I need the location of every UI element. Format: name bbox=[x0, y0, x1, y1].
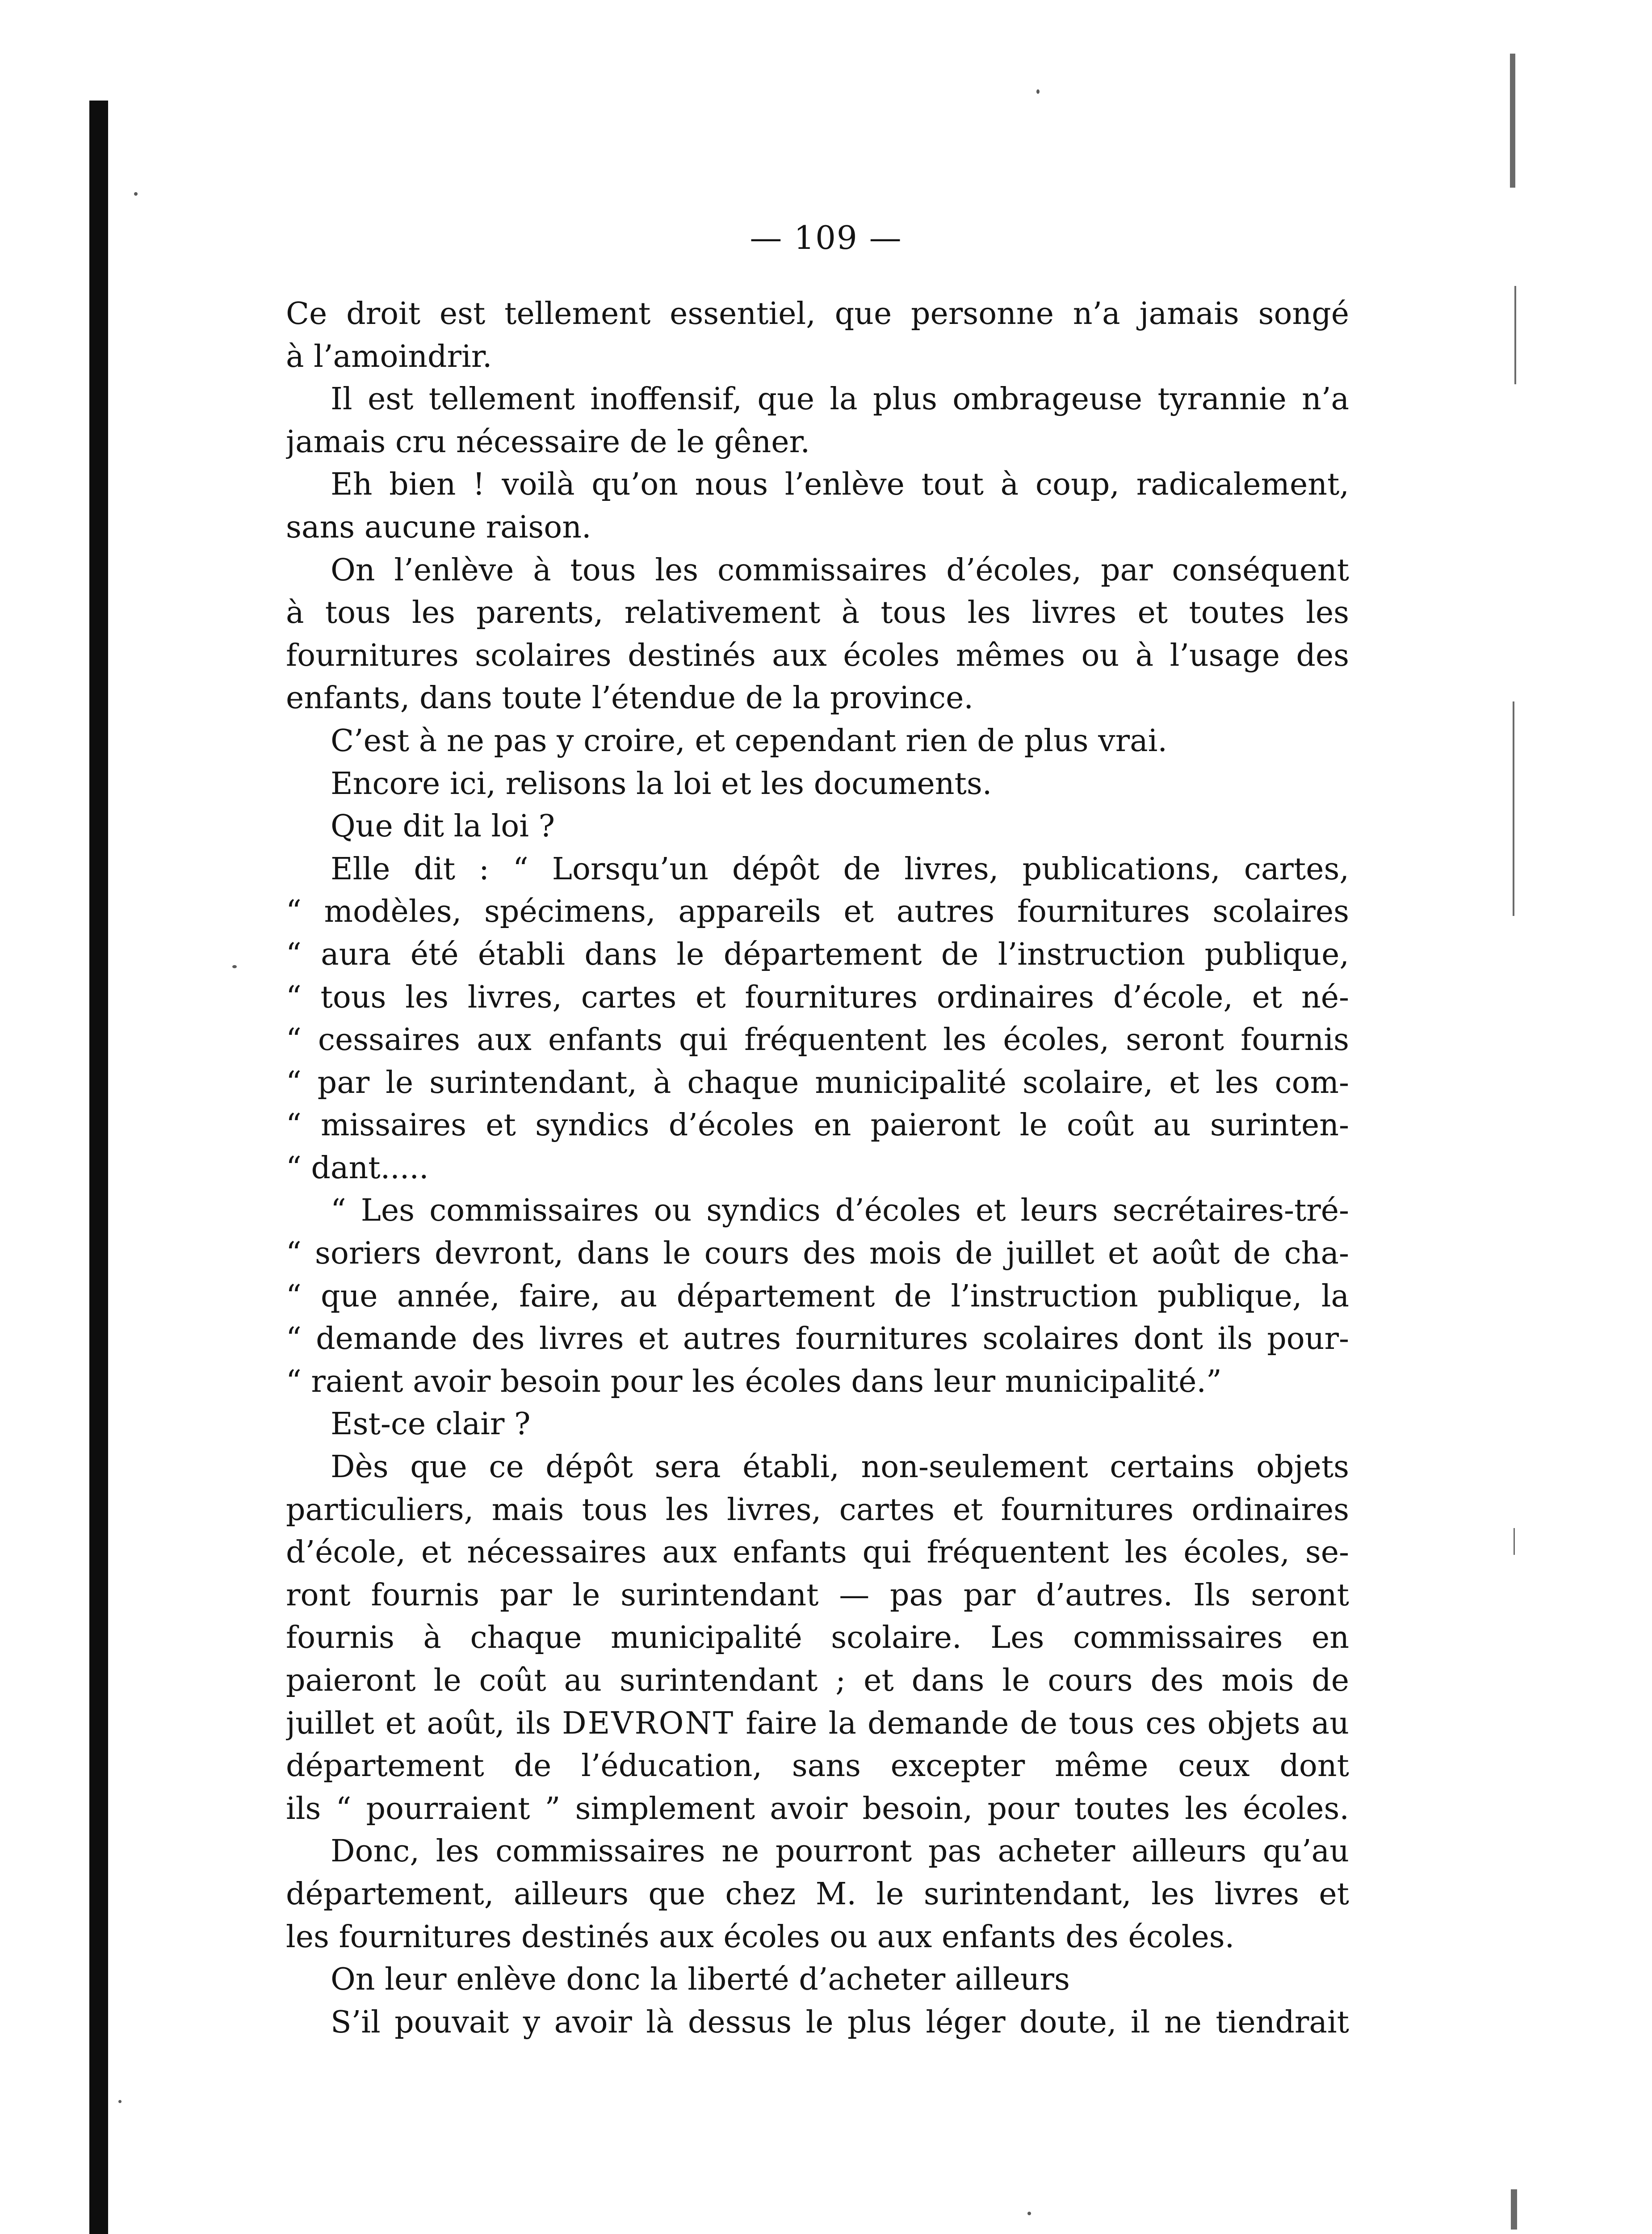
text-line: d’école, et nécessaires aux enfants qui fréquentent les écoles, se- bbox=[286, 1535, 1349, 1571]
text-line: Que dit la loi ? bbox=[331, 809, 555, 844]
emphasis-smallcaps: DEVRONT bbox=[562, 1705, 735, 1741]
text-line: “ que année, faire, au département de l’instruction publique, la bbox=[286, 1278, 1349, 1314]
scan-speck bbox=[134, 192, 138, 196]
text-line: particuliers, mais tous les livres, cartes et fournitures ordinaires bbox=[286, 1492, 1349, 1528]
text-line: sans aucune raison. bbox=[286, 509, 591, 545]
text-line: “ raient avoir besoin pour les écoles dans leur municipalité.” bbox=[286, 1364, 1222, 1399]
text-line: département, ailleurs que chez M. le surintendant, les livres et bbox=[286, 1876, 1349, 1912]
text-line: jamais cru nécessaire de le gêner. bbox=[286, 424, 810, 460]
text-line: Dès que ce dépôt sera établi, non-seulement certains objets bbox=[331, 1449, 1349, 1485]
text-line: enfants, dans toute l’étendue de la province. bbox=[286, 680, 973, 716]
text-line: Il est tellement inoffensif, que la plus ombrageuse tyrannie n’a bbox=[331, 382, 1349, 417]
text-line: paieront le coût au surintendant ; et dans le cours des mois de bbox=[286, 1663, 1349, 1698]
edge-mark bbox=[1511, 2189, 1517, 2230]
text-line: ils “ pourraient ” simplement avoir besoin, pour toutes les écoles. bbox=[286, 1791, 1349, 1827]
text-line: Elle dit : “ Lorsqu’un dépôt de livres, publications, cartes, bbox=[331, 851, 1349, 887]
page-number: — 109 — bbox=[750, 219, 902, 256]
text-line: “ demande des livres et autres fournitures scolaires dont ils pour- bbox=[286, 1321, 1349, 1357]
text-line: Ce droit est tellement essentiel, que personne n’a jamais songé bbox=[286, 296, 1349, 332]
text-line: S’il pouvait y avoir là dessus le plus léger doute, il ne tiendrait bbox=[331, 2004, 1349, 2040]
text-line: ront fournis par le surintendant — pas par d’autres. Ils seront bbox=[286, 1577, 1349, 1613]
text-line: à tous les parents, relativement à tous les livres et toutes les bbox=[286, 595, 1349, 631]
text-line: “ missaires et syndics d’écoles en paieront le coût au surinten- bbox=[286, 1108, 1349, 1143]
text-line: “ tous les livres, cartes et fournitures ordinaires d’école, et né- bbox=[286, 979, 1349, 1015]
text-line: fournis à chaque municipalité scolaire. Les commissaires en bbox=[286, 1620, 1349, 1656]
scan-speck bbox=[1027, 2212, 1031, 2215]
text-line: à l’amoindrir. bbox=[286, 339, 492, 374]
text-line: “ Les commissaires ou syndics d’écoles et leurs secrétaires-tré- bbox=[331, 1193, 1349, 1229]
text-line: C’est à ne pas y croire, et cependant rien de plus vrai. bbox=[331, 723, 1167, 759]
text-line: On leur enlève donc la liberté d’acheter ailleurs bbox=[331, 1962, 1070, 1998]
text-line: “ aura été établi dans le département de l’instruction publique, bbox=[286, 936, 1349, 972]
text-line: “ modèles, spécimens, appareils et autres fournitures scolaires bbox=[286, 894, 1349, 930]
edge-mark bbox=[1514, 286, 1516, 384]
scan-speck bbox=[118, 2100, 122, 2103]
text-fragment: juillet et août, ils bbox=[286, 1705, 551, 1741]
text-line: “ soriers devront, dans le cours des mois de juillet et août de cha- bbox=[286, 1236, 1349, 1272]
edge-mark bbox=[1514, 1528, 1515, 1555]
text-line: fournitures scolaires destinés aux écoles mêmes ou à l’usage des bbox=[286, 638, 1349, 673]
body-text bbox=[286, 293, 1349, 2044]
scan-speck bbox=[1036, 89, 1040, 94]
text-line: “ cessaires aux enfants qui fréquentent les écoles, seront fournis bbox=[286, 1022, 1349, 1058]
text-line: les fournitures destinés aux écoles ou aux enfants des écoles. bbox=[286, 1919, 1235, 1955]
text-line: Encore ici, relisons la loi et les documents. bbox=[331, 766, 992, 802]
text-line: Est-ce clair ? bbox=[331, 1407, 531, 1442]
text-line: Donc, les commissaires ne pourront pas acheter ailleurs qu’au bbox=[331, 1834, 1349, 1869]
text-line: “ dant..... bbox=[286, 1150, 429, 1186]
edge-mark bbox=[1513, 701, 1514, 916]
binding-shadow-bar bbox=[89, 101, 108, 2234]
text-line: On l’enlève à tous les commissaires d’écoles, par conséquent bbox=[331, 552, 1349, 588]
page-edge-marks bbox=[1501, 54, 1528, 2234]
text-line: Eh bien ! voilà qu’on nous l’enlève tout à coup, radicalement, bbox=[331, 467, 1349, 503]
scan-speck bbox=[232, 965, 237, 968]
text-line bbox=[286, 1702, 1349, 1745]
text-fragment: faire la demande de tous ces objets au bbox=[746, 1705, 1349, 1741]
text-line: “ par le surintendant, à chaque municipalité scolaire, et les com- bbox=[286, 1065, 1349, 1100]
edge-mark bbox=[1510, 54, 1515, 188]
text-line: département de l’éducation, sans excepter même ceux dont bbox=[286, 1748, 1349, 1784]
